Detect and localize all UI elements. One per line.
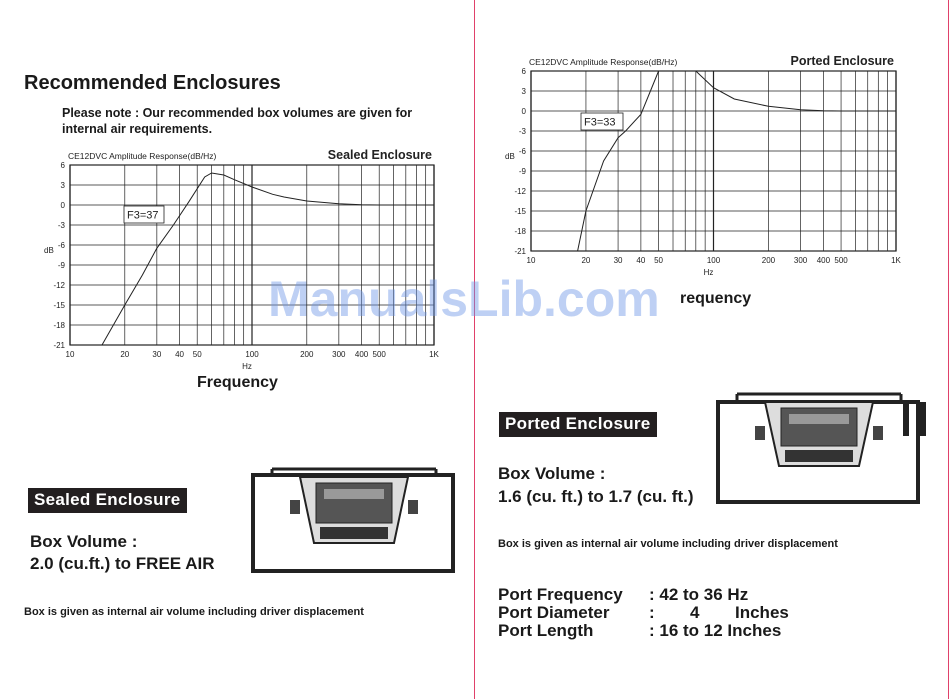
ported-xtick-label: 200 (761, 256, 776, 265)
sealed-box-volume-label: Box Volume : (30, 532, 138, 551)
sealed-xtick-label: 400 (354, 350, 369, 359)
port-length-label: Port Length (498, 621, 594, 640)
sealed-ytick-label: 6 (60, 161, 65, 170)
ported-xaxis-label: Hz (703, 268, 714, 277)
sealed-displacement-note: Box is given as internal air volume including driver displacement (24, 606, 364, 618)
ported-xtick-label: 100 (706, 256, 721, 265)
sealed-enclosure-badge: Sealed Enclosure (28, 488, 187, 513)
ported-ytick-label: -6 (518, 147, 526, 156)
ported-xtick-label: 500 (834, 256, 848, 265)
sealed-xtick-label: 10 (65, 350, 75, 359)
sealed-xtick-label: 100 (245, 350, 259, 359)
ported-ytick-label: -21 (514, 247, 526, 256)
ported-frequency-caption: requency (680, 290, 752, 307)
sealed-ytick-label: -15 (53, 301, 65, 310)
sealed-ytick-label: -21 (53, 341, 65, 350)
ported-f3-annotation: F3=33 (584, 116, 616, 129)
sealed-frequency-caption: Frequency (197, 374, 278, 391)
sealed-xtick-label: 200 (300, 350, 314, 359)
sealed-xtick-label: 20 (120, 350, 130, 359)
watermark: ManualsLib.com (268, 271, 660, 327)
ported-xtick-label: 400 (816, 256, 831, 265)
ported-xtick-label: 300 (793, 256, 808, 265)
sealed-f3-annotation: F3=37 (127, 209, 159, 222)
sealed-chart-title: CE12DVC Amplitude Response(dB/Hz) (68, 151, 217, 161)
sealed-ytick-label: -3 (57, 221, 65, 230)
ported-yaxis-label: dB (505, 152, 515, 161)
sealed-ytick-label: -12 (53, 281, 65, 290)
sealed-xtick-label: 30 (152, 350, 162, 359)
sealed-ytick-label: 3 (60, 181, 65, 190)
note-line-1: Please note : Our recommended box volumes are given for (62, 106, 413, 120)
sealed-xtick-label: 1K (429, 350, 439, 359)
port-frequency-value: : 42 to 36 Hz (649, 585, 749, 604)
ported-xtick-label: 1K (891, 256, 901, 265)
ported-ytick-label: 3 (521, 87, 526, 96)
sealed-yaxis-label: dB (44, 246, 54, 255)
port-diameter-colon: : (649, 603, 655, 622)
sealed-xtick-label: 40 (175, 350, 185, 359)
ported-xtick-label: 10 (526, 256, 536, 265)
sealed-ytick-label: -18 (53, 321, 65, 330)
subwoofer-icon (755, 402, 883, 466)
sealed-xaxis-label: Hz (242, 362, 252, 371)
ported-ytick-label: -12 (514, 187, 526, 196)
ported-xtick-label: 50 (654, 256, 664, 265)
sealed-chart-subtitle: Sealed Enclosure (327, 148, 432, 162)
port-frequency-label: Port Frequency (498, 585, 623, 604)
sealed-xtick-label: 300 (332, 350, 346, 359)
port-diameter-unit: Inches (735, 603, 789, 622)
ported-xtick-label: 30 (613, 256, 623, 265)
ported-chart-subtitle: Ported Enclosure (790, 54, 894, 68)
ported-displacement-note: Box is given as internal air volume including driver displacement (498, 538, 838, 550)
ported-enclosure-badge: Ported Enclosure (499, 412, 657, 437)
ported-chart-title: CE12DVC Amplitude Response(dB/Hz) (529, 57, 678, 67)
sealed-box-volume-value: 2.0 (cu.ft.) to FREE AIR (30, 554, 215, 573)
ported-ytick-label: 6 (521, 67, 526, 76)
ported-ytick-label: -15 (514, 207, 526, 216)
page-title: Recommended Enclosures (24, 72, 281, 94)
sealed-xtick-label: 50 (192, 350, 202, 359)
ported-ytick-label: -9 (518, 167, 526, 176)
sealed-ytick-label: 0 (60, 201, 65, 210)
sealed-ytick-label: -6 (57, 241, 65, 250)
note-line-2: internal air requirements. (62, 122, 213, 136)
port-diameter-label: Port Diameter (498, 603, 610, 622)
ported-box-illustration (715, 388, 940, 508)
sealed-ytick-label: -9 (57, 261, 65, 270)
ported-box-volume-label: Box Volume : (498, 464, 606, 483)
ported-xtick-label: 40 (636, 256, 646, 265)
port-length-value: : 16 to 12 Inches (649, 621, 782, 640)
ported-ytick-label: -3 (518, 127, 526, 136)
port-diameter-value: 4 (690, 603, 700, 622)
ported-ytick-label: -18 (514, 227, 526, 236)
ported-ytick-label: 0 (521, 107, 526, 116)
sealed-xtick-label: 500 (372, 350, 386, 359)
ported-xtick-label: 20 (581, 256, 591, 265)
ported-box-volume-value: 1.6 (cu. ft.) to 1.7 (cu. ft.) (498, 487, 694, 506)
